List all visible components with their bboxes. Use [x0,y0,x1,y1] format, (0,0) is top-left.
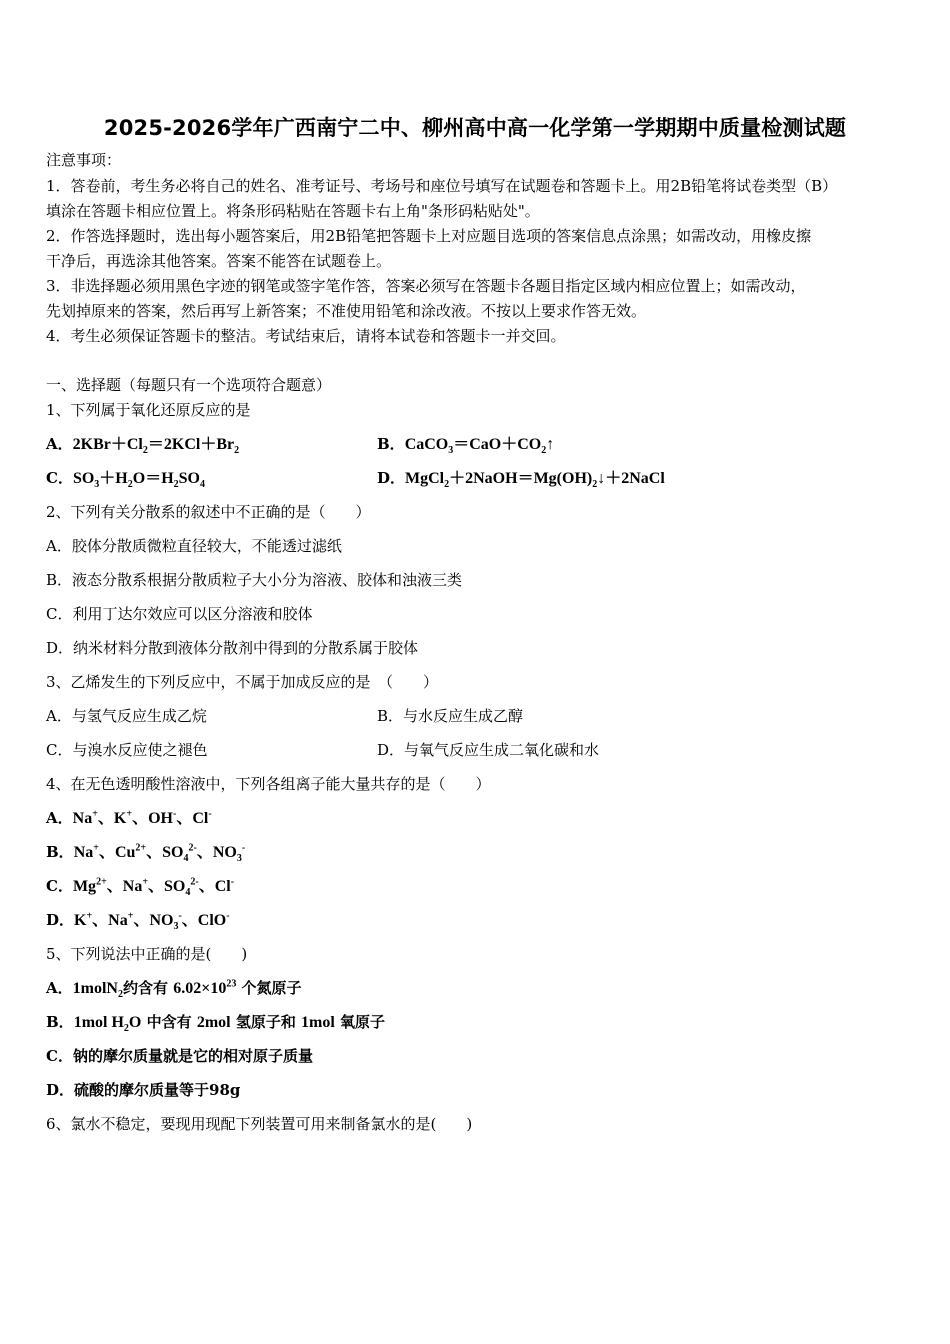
question-1-option-c: C．$SO_3+H_2O=H_2SO_4$ [46,469,205,491]
question-2-option-d: D．纳米材料分散到液体分散剂中得到的分散系属于胶体 [46,639,419,657]
question-3-option-c: C．与溴水反应使之褪色 [46,741,208,759]
notice-header: 注意事项： [46,151,122,169]
question-4-option-c: C．$Mg^{2+}$、Na+、$SO_4^{2-}$、Cl- [46,876,235,899]
notice-line-7: 4．考生必须保证答题卡的整洁。考试结束后，请将本试卷和答题卡一并交回。 [46,327,566,345]
question-1-option-a: A．$2KBr+Cl_2=2KCl+Br_2$ [46,435,240,457]
question-2-option-b: B．液态分散系根据分散质粒子大小分为溶液、胶体和浊液三类 [46,571,463,589]
notice-line-5: 3．非选择题必须用黑色字迹的钢笔或签字笔作答，答案必须写在答题卡各题目指定区域内相应位置上；如需改动， [46,277,806,295]
question-3-option-a: A．与氢气反应生成乙烷 [46,707,207,725]
question-4-option-a: A．Na+、K+、OH-、Cl- [46,808,212,827]
question-3-option-d: D．与氧气反应生成二氧化碳和水 [377,741,600,759]
notice-line-2: 填涂在答题卡相应位置上。将条形码粘贴在答题卡右上角"条形码粘贴处"。 [46,202,540,220]
question-2-option-a: A．胶体分散质微粒直径较大，不能透过滤纸 [46,537,342,555]
question-5-option-c: C．钠的摩尔质量就是它的相对原子质量 [46,1047,313,1065]
question-4-stem: 4、在无色透明酸性溶液中，下列各组离子能大量共存的是（ ） [46,775,491,793]
question-5-option-d: D．硫酸的摩尔质量等于98g [46,1081,241,1099]
question-1-option-b: B．$CaCO_3=CaO+CO_2↑$ [377,435,555,457]
question-1-stem: 1、下列属于氧化还原反应的是 [46,401,251,419]
page-title: 2025-2026学年广西南宁二中、柳州高中高一化学第一学期期中质量检测试题 [103,116,847,140]
notice-line-4: 干净后，再选涂其他答案。答案不能答在试题卷上。 [46,252,392,270]
question-3-option-b: B．与水反应生成乙醇 [377,707,524,725]
question-5-option-a: A．1molN$_2$约含有 $6.02\times 10^{23}$ 个氮原子 [46,978,302,1001]
question-6-stem: 6、氯水不稳定，要现用现配下列装置可用来制备氯水的是( ) [46,1115,473,1133]
question-4-option-d: D．K+、Na+、$NO_3^-$、ClO- [46,910,230,933]
section-heading: 一、选择题（每题只有一个选项符合题意） [46,376,332,394]
notice-line-1: 1．答卷前，考生务必将自己的姓名、准考证号、考场号和座位号填写在试题卷和答题卡上。用2B铅笔将试卷类型（B） [46,177,838,195]
question-5-option-b: B．1mol $H_2O$ 中含有 2mol 氢原子和 1mol 氧原子 [46,1013,386,1035]
notice-line-6: 先划掉原来的答案，然后再写上新答案；不准使用铅笔和涂改液。不按以上要求作答无效。 [46,302,647,320]
question-3-stem: 3、乙烯发生的下列反应中，不属于加成反应的是 （ ） [46,673,439,691]
notice-line-3: 2．作答选择题时，选出每小题答案后，用2B铅笔把答题卡上对应题目选项的答案信息点涂黑；如需改动，用橡皮擦 [46,227,812,245]
question-2-option-c: C．利用丁达尔效应可以区分溶液和胶体 [46,605,313,623]
question-1-option-d: D．$MgCl_2+2NaOH=Mg(OH)_2↓+2NaCl$ [377,469,665,491]
question-4-option-b: B．Na+、$Cu^{2+}$、$SO_4^{2-}$、$NO_3^-$ [46,842,246,865]
question-5-stem: 5、下列说法中正确的是( ) [46,945,248,963]
question-2-stem: 2、下列有关分散系的叙述中不正确的是（ ） [46,503,371,521]
